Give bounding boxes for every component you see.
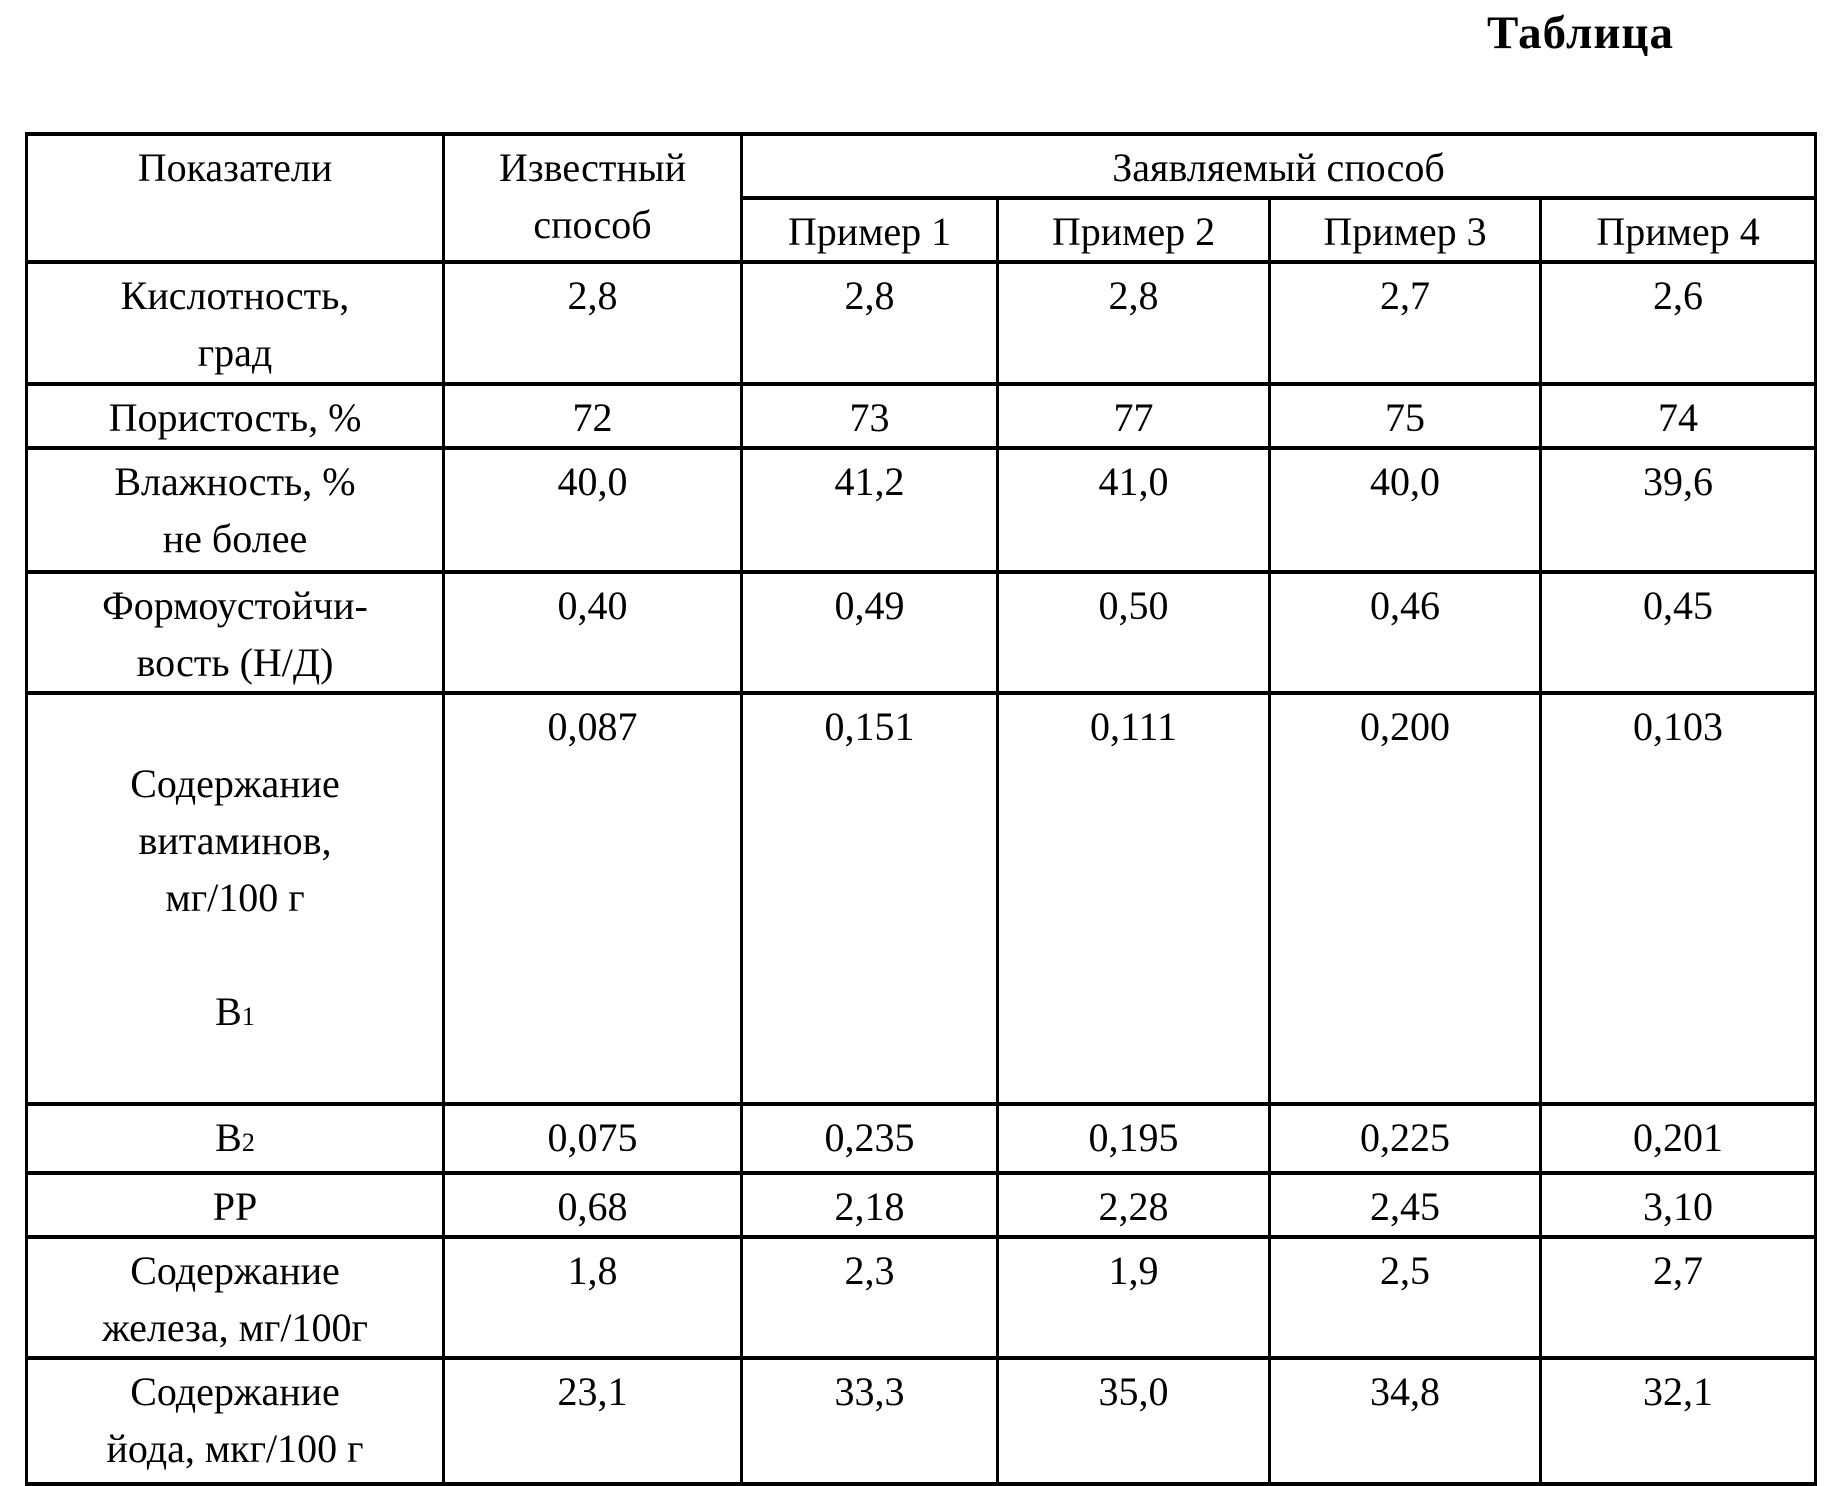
table-row-vitamin-b2: [27, 1104, 1816, 1173]
cell-value: 35,0: [998, 1358, 1270, 1484]
cell-value: 0,68: [444, 1173, 742, 1237]
page-title: Таблица: [1486, 7, 1674, 59]
cell-value: 2,18: [742, 1173, 998, 1237]
header-example-4: Пример 4: [1541, 198, 1816, 262]
cell-value: 23,1: [444, 1358, 742, 1484]
table-row-vitamins-b1: [27, 693, 1816, 1104]
cell-value: 0,46: [1270, 572, 1541, 693]
cell-value: 2,3: [742, 1237, 998, 1358]
row-label: Формоустойчи- вость (Н/Д): [27, 572, 444, 693]
cell-value: 0,235: [742, 1104, 998, 1173]
header-row-1: [27, 134, 1816, 198]
cell-value: 2,8: [444, 262, 742, 384]
cell-value: 75: [1270, 384, 1541, 448]
cell-value: 2,45: [1270, 1173, 1541, 1237]
cell-value: 77: [998, 384, 1270, 448]
cell-value: 34,8: [1270, 1358, 1541, 1484]
header-claimed-method: Заявляемый способ: [742, 134, 1816, 198]
header-indicators: Показатели: [27, 134, 444, 262]
row-label: РР: [27, 1173, 444, 1237]
cell-value: 2,28: [998, 1173, 1270, 1237]
table-row-acidity: [27, 262, 1816, 384]
cell-value: 40,0: [444, 448, 742, 572]
cell-value: 0,087: [444, 693, 742, 1104]
cell-value: 2,5: [1270, 1237, 1541, 1358]
cell-value: 39,6: [1541, 448, 1816, 572]
table-row-iron: [27, 1237, 1816, 1358]
row-label-b2: В2: [27, 1104, 444, 1173]
row-label: Кислотность, град: [27, 262, 444, 384]
header-example-3: Пример 3: [1270, 198, 1541, 262]
cell-value: 41,2: [742, 448, 998, 572]
cell-value: 0,075: [444, 1104, 742, 1173]
cell-value: 1,8: [444, 1237, 742, 1358]
vitamin-b1-label: В1: [215, 989, 255, 1034]
row-label: Влажность, % не более: [27, 448, 444, 572]
row-label-vitamins: [27, 693, 444, 1104]
cell-value: 2,6: [1541, 262, 1816, 384]
cell-value: 32,1: [1541, 1358, 1816, 1484]
cell-value: 74: [1541, 384, 1816, 448]
table-row-vitamin-pp: [27, 1173, 1816, 1237]
results-table: [25, 132, 1817, 1486]
cell-value: 2,7: [1541, 1237, 1816, 1358]
cell-value: 0,201: [1541, 1104, 1816, 1173]
table-row-porosity: [27, 384, 1816, 448]
cell-value: 0,49: [742, 572, 998, 693]
cell-value: 40,0: [1270, 448, 1541, 572]
cell-value: 2,8: [998, 262, 1270, 384]
cell-value: 2,7: [1270, 262, 1541, 384]
cell-value: 0,111: [998, 693, 1270, 1104]
header-example-2: Пример 2: [998, 198, 1270, 262]
cell-value: 41,0: [998, 448, 1270, 572]
cell-value: 0,50: [998, 572, 1270, 693]
cell-value: 0,195: [998, 1104, 1270, 1173]
cell-value: 0,151: [742, 693, 998, 1104]
table-row-moisture: [27, 448, 1816, 572]
vitamins-heading: Содержание витаминов, мг/100 г: [130, 761, 340, 920]
header-known-method: Известный способ: [444, 134, 742, 262]
cell-value: 33,3: [742, 1358, 998, 1484]
cell-value: 2,8: [742, 262, 998, 384]
cell-value: 0,45: [1541, 572, 1816, 693]
cell-value: 0,103: [1541, 693, 1816, 1104]
header-example-1: Пример 1: [742, 198, 998, 262]
table-row-iodine: [27, 1358, 1816, 1484]
cell-value: 72: [444, 384, 742, 448]
table-row-shape-stability: [27, 572, 1816, 693]
row-label: Содержание йода, мкг/100 г: [27, 1358, 444, 1484]
cell-value: 73: [742, 384, 998, 448]
row-label: Содержание железа, мг/100г: [27, 1237, 444, 1358]
cell-value: 3,10: [1541, 1173, 1816, 1237]
cell-value: 0,200: [1270, 693, 1541, 1104]
cell-value: 1,9: [998, 1237, 1270, 1358]
cell-value: 0,40: [444, 572, 742, 693]
cell-value: 0,225: [1270, 1104, 1541, 1173]
row-label: Пористость, %: [27, 384, 444, 448]
